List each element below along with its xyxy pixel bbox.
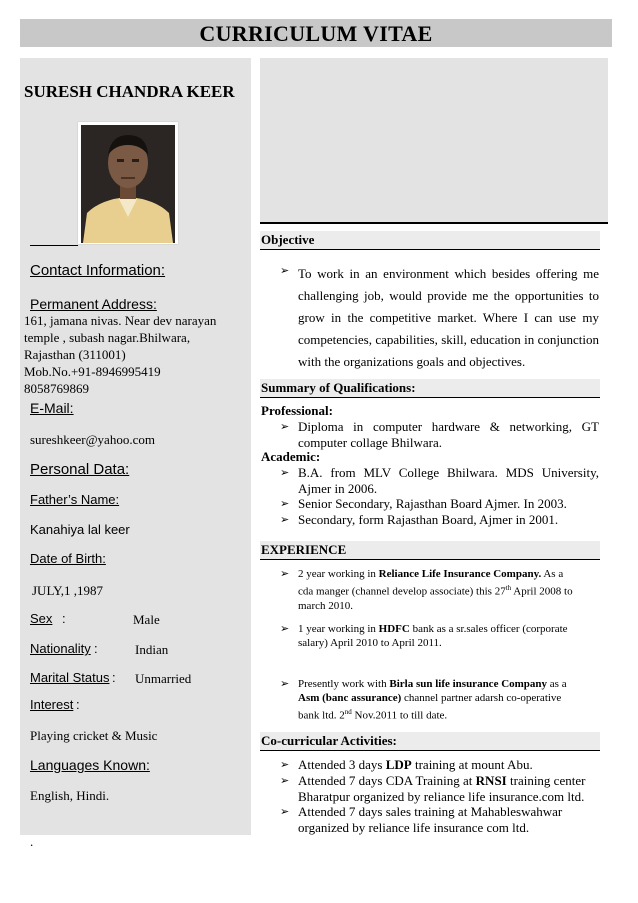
candidate-name: SURESH CHANDRA KEER: [24, 82, 235, 101]
professional-label: Professional:: [261, 403, 333, 418]
nationality-label: Nationality: [30, 641, 91, 656]
bullet-icon: ➢: [280, 421, 290, 433]
text: Attended 3 days: [298, 757, 386, 772]
right-header-box: [260, 58, 608, 224]
academic-item: [298, 465, 599, 497]
bullet-icon: ➢: [280, 678, 290, 690]
document-title: CURRICULUM VITAE: [199, 21, 433, 46]
objective-line: grow in the competitive market. Where I can use my: [298, 310, 599, 325]
text: march 2010.: [298, 599, 353, 612]
academic-item: Senior Secondary, Rajasthan Board Ajmer. In 2003.: [298, 496, 567, 511]
academic-label: Academic:: [261, 449, 321, 464]
contact-header: Contact Information:: [30, 262, 166, 279]
qual-line: Diploma in computer hardware & networking, GT: [298, 419, 599, 434]
text: bank as a sr.sales officer (corporate: [409, 623, 568, 635]
dob-label: Date of Birth:: [30, 551, 106, 566]
bullet-icon: ➢: [280, 498, 290, 510]
colon: :: [112, 670, 116, 685]
superscript: th: [505, 584, 512, 592]
profile-photo: [81, 125, 175, 243]
text: Nov.2011 to till date.: [351, 709, 448, 722]
company-name: Reliance Life Insurance Company.: [378, 568, 542, 580]
text: Attended 7 days sales training at Mahableswahwar: [298, 804, 563, 819]
address-line: 161, jamana nivas. Near dev narayan: [24, 313, 217, 328]
marital-status-value: Unmarried: [135, 671, 192, 686]
bullet-icon: ➢: [280, 806, 290, 818]
dob-value: JULY,1 ,1987: [32, 583, 104, 598]
bullet-icon: ➢: [280, 759, 290, 771]
text: Attended 7 days CDA Training at: [298, 773, 476, 788]
objective-line: To work in an environment which besides offering me: [298, 266, 599, 281]
sex-label: Sex: [30, 611, 53, 626]
qual-line: computer collage Bhilwara.: [298, 435, 443, 450]
interest-label: Interest: [30, 697, 74, 712]
bullet-icon: ➢: [280, 467, 290, 479]
bullet-icon: ➢: [280, 623, 290, 635]
colon: :: [94, 641, 98, 656]
job-title: Asm (banc assurance): [298, 692, 402, 704]
program-name: RNSI: [475, 773, 507, 788]
bullet-icon: ➢: [280, 568, 290, 580]
objective-header: Objective: [261, 232, 315, 247]
father-name-value: Kanahiya lal keer: [30, 522, 130, 537]
text: 1 year working in: [298, 623, 379, 635]
text: as a: [547, 678, 567, 690]
colon: :: [62, 611, 66, 626]
experience-item: [298, 567, 599, 613]
colon: :: [76, 697, 80, 712]
bullet-icon: ➢: [280, 775, 290, 787]
address-line: Rajasthan (311001): [24, 347, 126, 362]
father-name-label: Father’s Name:: [30, 492, 120, 507]
text: training center: [506, 773, 586, 788]
nationality-value: Indian: [135, 642, 169, 657]
qual-line: Ajmer in 2006.: [298, 481, 378, 496]
text: bank ltd. 2: [298, 709, 345, 722]
email-value: sureshkeer@yahoo.com: [30, 432, 155, 447]
text: 2 year working in: [298, 568, 379, 580]
objective-line: competencies, capabilities, skill, education in conjunction: [298, 332, 599, 347]
academic-item: Secondary, form Rajasthan Board, Ajmer in 2001.: [298, 512, 559, 527]
qualifications-header: Summary of Qualifications:: [261, 380, 416, 395]
text: channel partner adarsh co-operative: [401, 692, 562, 704]
stray-dot: .: [30, 834, 34, 849]
address-line: temple , subash nagar.Bhilwara,: [24, 330, 191, 345]
experience-item: [298, 622, 599, 650]
text: Presently work with: [298, 678, 390, 690]
bullet-icon: ➢: [280, 265, 290, 277]
text: organized by reliance life insurance com ltd.: [298, 820, 530, 835]
interest-value: Playing cricket & Music: [30, 728, 158, 743]
text: As a: [541, 568, 564, 580]
sex-value: Male: [133, 612, 160, 627]
languages-value: English, Hindi.: [30, 788, 110, 803]
activity-item: [298, 773, 599, 805]
experience-header: EXPERIENCE: [261, 542, 347, 557]
permanent-address-header: Permanent Address:: [30, 296, 157, 312]
program-name: LDP: [385, 757, 412, 772]
text: training at mount Abu.: [411, 757, 533, 772]
company-name: Birla sun life insurance Company: [389, 678, 548, 690]
phone-line: Mob.No.+91-8946995419: [24, 364, 161, 379]
superscript: nd: [344, 708, 352, 716]
objective-line: challenging job, would provide me the opportunities to: [298, 288, 599, 303]
text: salary) April 2010 to April 2011.: [298, 637, 442, 649]
phone-line: 8058769869: [24, 381, 89, 396]
marital-status-label: Marital Status: [30, 670, 110, 685]
email-header: E-Mail:: [30, 400, 74, 416]
company-name: HDFC: [378, 623, 410, 635]
bullet-icon: ➢: [280, 514, 290, 526]
divider: [30, 245, 78, 246]
text: April 2008 to: [511, 585, 573, 598]
activity-item: [298, 757, 533, 773]
qual-line: B.A. from MLV College Bhilwara. MDS University,: [298, 465, 599, 480]
address-block: [24, 312, 249, 397]
personal-data-header: Personal Data:: [30, 461, 130, 478]
languages-header: Languages Known:: [30, 757, 150, 773]
text: Bharatpur organized by reliance life insurance.com ltd.: [298, 789, 585, 804]
activity-item: [298, 804, 599, 836]
professional-item: [298, 419, 599, 451]
objective-text: [298, 263, 599, 373]
cocurricular-header: Co-curricular Activities:: [261, 733, 397, 748]
text: cda manger (channel develop associate) this 27: [298, 585, 506, 598]
objective-line: with the organizations goals and objectives.: [298, 354, 526, 369]
experience-item: [298, 677, 599, 723]
